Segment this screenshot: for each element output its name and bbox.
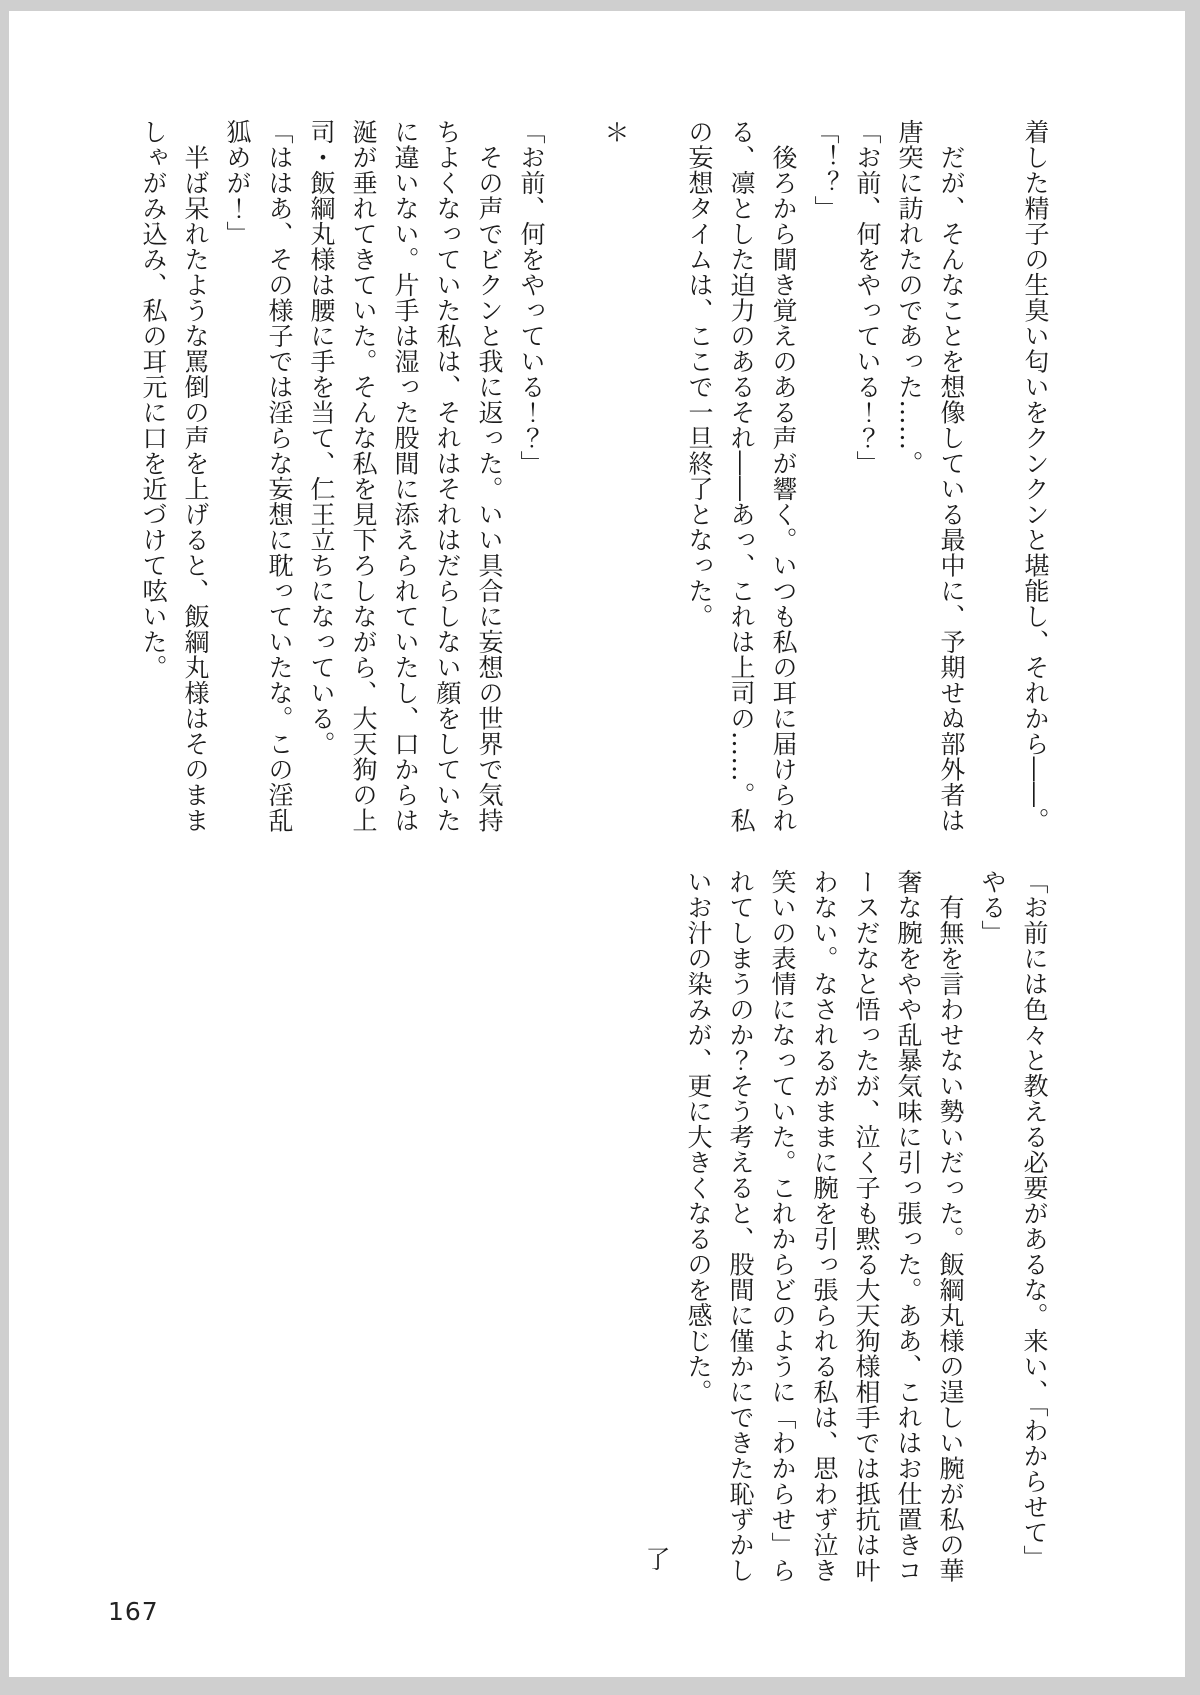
text-column: 狐めが！」 xyxy=(223,119,252,247)
text-column: ちよくなっていた私は、それはそれはだらしない顔をしていた xyxy=(433,119,462,833)
text-column: れてしまうのか？そう考えると、股間に僅かにできた恥ずかし xyxy=(726,869,755,1583)
page-number: 167 xyxy=(108,1597,159,1626)
text-column: しゃがみ込み、私の耳元に口を近づけて呟いた。 xyxy=(139,119,168,680)
text-column: 「！？」 xyxy=(811,119,840,221)
end-mark: 了 xyxy=(642,1545,671,1571)
text-column: わない。なされるがままに腕を引っ張られる私は、思わず泣き xyxy=(810,869,839,1583)
scene-break-asterisk: ＊ xyxy=(601,119,630,145)
text-column: 「お前には色々と教える必要があるな。来い、「わからせて」 xyxy=(1020,869,1049,1571)
top-text-block xyxy=(124,119,1050,833)
text-column: 着した精子の生臭い匂いをクンクンと堪能し、それから――。 xyxy=(1021,119,1050,833)
text-column: に違いない。片手は湿った股間に添えられていたし、口からは xyxy=(391,119,420,833)
text-column: 「お前、何をやっている！？」 xyxy=(853,119,882,476)
text-column: 有無を言わせない勢いだった。飯綱丸様の逞しい腕が私の華 xyxy=(936,869,965,1583)
text-column: 笑いの表情になっていた。これからどのように「わからせ」ら xyxy=(768,869,797,1583)
bottom-text-block xyxy=(627,869,1049,1583)
text-column: 「お前、何をやっている！？」 xyxy=(517,119,546,476)
text-column: ースだなと悟ったが、泣く子も黙る大天狗様相手では抵抗は叶 xyxy=(852,869,881,1583)
text-column: 唐突に訪れたのであった……。 xyxy=(895,119,924,476)
text-column: いお汁の染みが、更に大きくなるのを感じた。 xyxy=(684,869,713,1405)
text-column: 半ば呆れたような罵倒の声を上げると、飯綱丸様はそのまま xyxy=(181,119,210,833)
text-column: だが、そんなことを想像している最中に、予期せぬ部外者は xyxy=(937,119,966,833)
text-column: の妄想タイムは、ここで一旦終了となった。 xyxy=(685,119,714,629)
blank-column xyxy=(544,119,586,819)
blank-column xyxy=(964,119,1006,819)
blank-column xyxy=(628,119,670,819)
text-column: 奢な腕をやや乱暴気味に引っ張った。ああ、これはお仕置きコ xyxy=(894,869,923,1583)
text-column: やる」 xyxy=(978,869,1007,946)
text-column: 後ろから聞き覚えのある声が響く。いつも私の耳に届けられ xyxy=(769,119,798,833)
text-column: 涎が垂れてきていた。そんな私を見下ろしながら、大天狗の上 xyxy=(349,119,378,833)
text-column: 「ははあ、その様子では淫らな妄想に耽っていたな。この淫乱 xyxy=(265,119,294,833)
text-column: その声でビクンと我に返った。いい具合に妄想の世界で気持 xyxy=(475,119,504,833)
text-column: 司・飯綱丸様は腰に手を当て、仁王立ちになっている。 xyxy=(307,119,336,757)
text-column: る、凛とした迫力のあるそれ――あっ、これは上司の……。私 xyxy=(727,119,756,833)
